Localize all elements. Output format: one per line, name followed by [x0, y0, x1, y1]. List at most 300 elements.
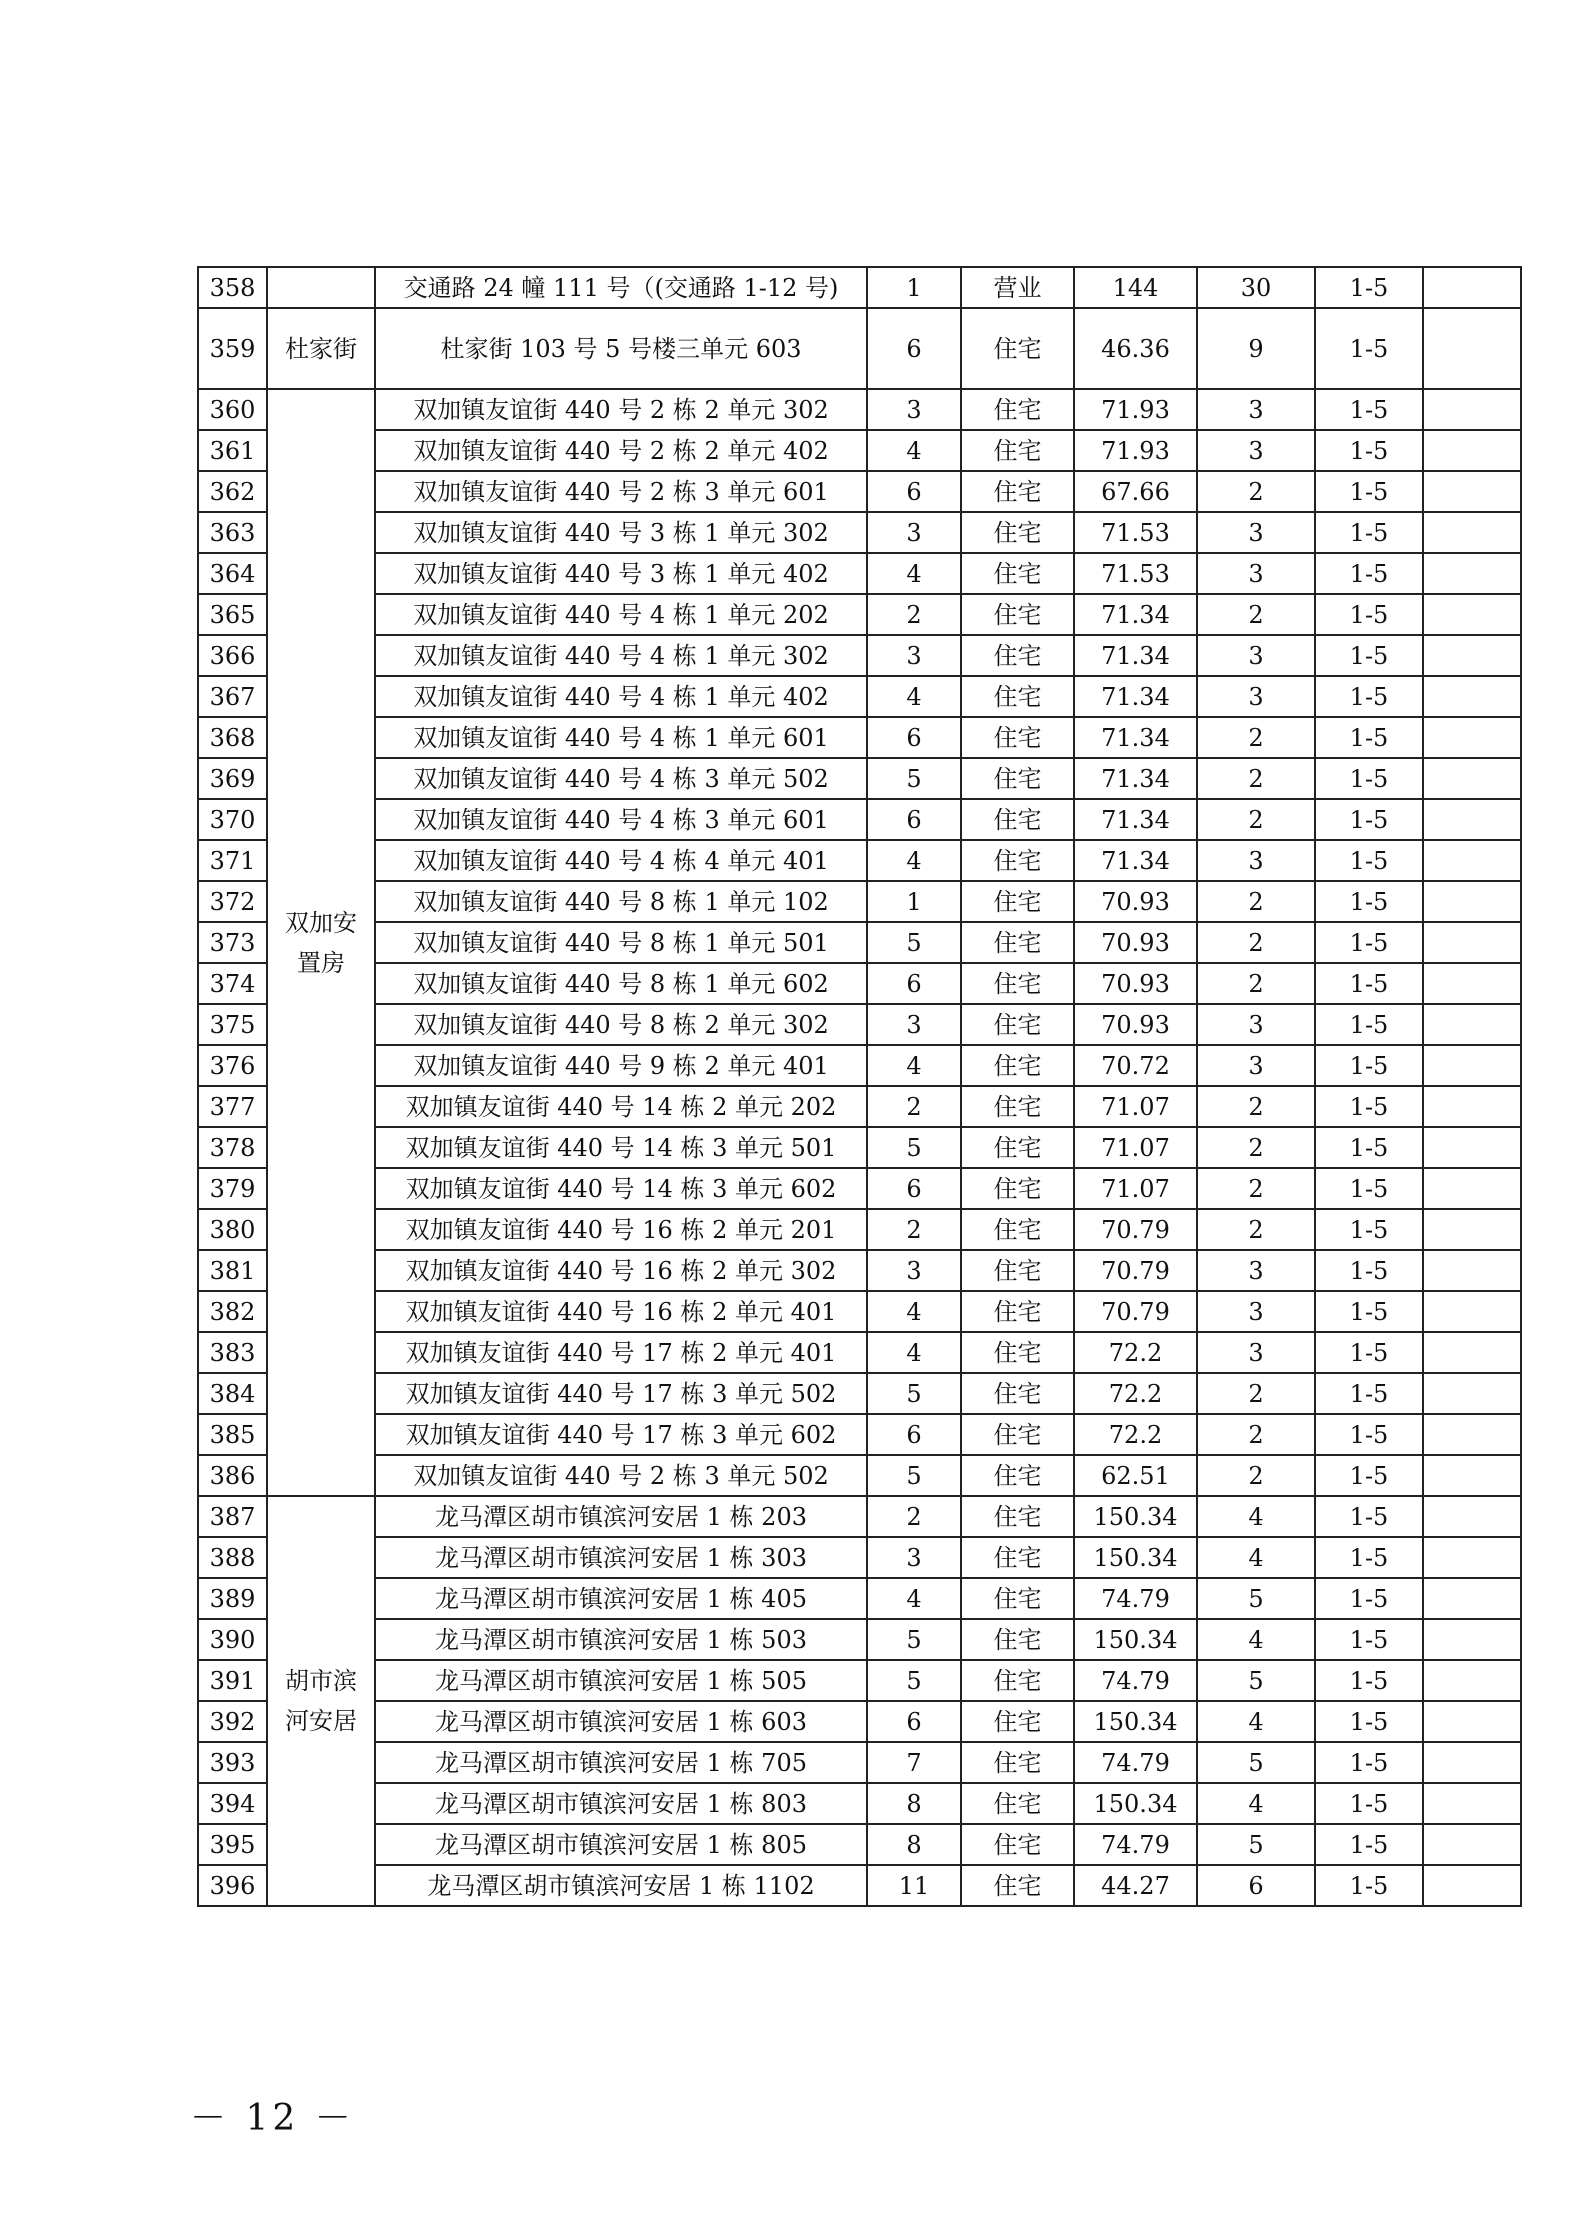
row-number-cell: 358 [198, 267, 267, 308]
table-row [198, 1250, 1521, 1291]
table-row [198, 1004, 1521, 1045]
term-cell: 1-5 [1315, 840, 1423, 881]
address-cell: 双加镇友谊街 440 号 8 栋 2 单元 302 [375, 1004, 867, 1045]
address-cell: 双加镇友谊街 440 号 4 栋 1 单元 402 [375, 676, 867, 717]
usage-cell: 住宅 [961, 553, 1074, 594]
count-cell: 2 [1197, 1414, 1315, 1455]
floor-cell: 5 [867, 1619, 961, 1660]
count-cell: 30 [1197, 267, 1315, 308]
term-cell: 1-5 [1315, 1783, 1423, 1824]
table-row [198, 1578, 1521, 1619]
term-cell: 1-5 [1315, 594, 1423, 635]
count-cell: 2 [1197, 799, 1315, 840]
count-cell: 4 [1197, 1701, 1315, 1742]
term-cell: 1-5 [1315, 1496, 1423, 1537]
note-cell [1423, 1783, 1521, 1824]
note-cell [1423, 267, 1521, 308]
table-row [198, 430, 1521, 471]
area-cell: 71.93 [1074, 389, 1197, 430]
floor-cell: 6 [867, 1414, 961, 1455]
count-cell: 3 [1197, 430, 1315, 471]
area-cell: 71.93 [1074, 430, 1197, 471]
area-cell: 144 [1074, 267, 1197, 308]
area-cell: 71.34 [1074, 635, 1197, 676]
usage-cell: 住宅 [961, 717, 1074, 758]
note-cell [1423, 1660, 1521, 1701]
row-number-cell: 365 [198, 594, 267, 635]
note-cell [1423, 1742, 1521, 1783]
table-row [198, 1045, 1521, 1086]
area-cell: 71.34 [1074, 676, 1197, 717]
row-number-cell: 372 [198, 881, 267, 922]
row-number-cell: 388 [198, 1537, 267, 1578]
table-row [198, 1414, 1521, 1455]
count-cell: 4 [1197, 1783, 1315, 1824]
address-cell: 双加镇友谊街 440 号 16 栋 2 单元 302 [375, 1250, 867, 1291]
term-cell: 1-5 [1315, 1414, 1423, 1455]
usage-cell: 住宅 [961, 1004, 1074, 1045]
floor-cell: 11 [867, 1865, 961, 1906]
term-cell: 1-5 [1315, 1619, 1423, 1660]
area-cell: 70.93 [1074, 881, 1197, 922]
table-row [198, 267, 1521, 308]
table-row [198, 594, 1521, 635]
row-number-cell: 368 [198, 717, 267, 758]
address-cell: 龙马潭区胡市镇滨河安居 1 栋 603 [375, 1701, 867, 1742]
table-row [198, 308, 1521, 389]
group-cell: 杜家街 [267, 308, 375, 389]
table-row [198, 1742, 1521, 1783]
count-cell: 3 [1197, 553, 1315, 594]
count-cell: 2 [1197, 471, 1315, 512]
table-row [198, 1127, 1521, 1168]
usage-cell: 住宅 [961, 1742, 1074, 1783]
note-cell [1423, 308, 1521, 389]
term-cell: 1-5 [1315, 1701, 1423, 1742]
floor-cell: 5 [867, 1373, 961, 1414]
usage-cell: 住宅 [961, 676, 1074, 717]
note-cell [1423, 1496, 1521, 1537]
address-cell: 双加镇友谊街 440 号 2 栋 3 单元 601 [375, 471, 867, 512]
usage-cell: 住宅 [961, 1373, 1074, 1414]
count-cell: 2 [1197, 963, 1315, 1004]
address-cell: 双加镇友谊街 440 号 4 栋 4 单元 401 [375, 840, 867, 881]
area-cell: 74.79 [1074, 1824, 1197, 1865]
row-number-cell: 389 [198, 1578, 267, 1619]
address-cell: 双加镇友谊街 440 号 16 栋 2 单元 201 [375, 1209, 867, 1250]
note-cell [1423, 1004, 1521, 1045]
count-cell: 5 [1197, 1824, 1315, 1865]
term-cell: 1-5 [1315, 430, 1423, 471]
table-row [198, 1865, 1521, 1906]
note-cell [1423, 430, 1521, 471]
address-cell: 双加镇友谊街 440 号 4 栋 3 单元 601 [375, 799, 867, 840]
table-row [198, 1660, 1521, 1701]
area-cell: 74.79 [1074, 1742, 1197, 1783]
term-cell: 1-5 [1315, 1824, 1423, 1865]
count-cell: 3 [1197, 1250, 1315, 1291]
row-number-cell: 390 [198, 1619, 267, 1660]
note-cell [1423, 799, 1521, 840]
usage-cell: 住宅 [961, 840, 1074, 881]
usage-cell: 住宅 [961, 308, 1074, 389]
row-number-cell: 383 [198, 1332, 267, 1373]
area-cell: 62.51 [1074, 1455, 1197, 1496]
floor-cell: 5 [867, 1455, 961, 1496]
address-cell: 双加镇友谊街 440 号 14 栋 3 单元 602 [375, 1168, 867, 1209]
note-cell [1423, 1824, 1521, 1865]
note-cell [1423, 1127, 1521, 1168]
count-cell: 2 [1197, 758, 1315, 799]
note-cell [1423, 635, 1521, 676]
note-cell [1423, 1250, 1521, 1291]
address-cell: 双加镇友谊街 440 号 4 栋 1 单元 601 [375, 717, 867, 758]
row-number-cell: 366 [198, 635, 267, 676]
term-cell: 1-5 [1315, 635, 1423, 676]
term-cell: 1-5 [1315, 1332, 1423, 1373]
note-cell [1423, 1578, 1521, 1619]
count-cell: 2 [1197, 1455, 1315, 1496]
area-cell: 71.07 [1074, 1168, 1197, 1209]
count-cell: 2 [1197, 717, 1315, 758]
row-number-cell: 364 [198, 553, 267, 594]
count-cell: 3 [1197, 512, 1315, 553]
address-cell: 龙马潭区胡市镇滨河安居 1 栋 303 [375, 1537, 867, 1578]
term-cell: 1-5 [1315, 1045, 1423, 1086]
row-number-cell: 375 [198, 1004, 267, 1045]
floor-cell: 4 [867, 553, 961, 594]
term-cell: 1-5 [1315, 471, 1423, 512]
usage-cell: 住宅 [961, 881, 1074, 922]
area-cell: 71.34 [1074, 717, 1197, 758]
count-cell: 2 [1197, 881, 1315, 922]
term-cell: 1-5 [1315, 758, 1423, 799]
table-row [198, 1701, 1521, 1742]
table-row [198, 676, 1521, 717]
area-cell: 70.79 [1074, 1209, 1197, 1250]
address-cell: 双加镇友谊街 440 号 4 栋 1 单元 202 [375, 594, 867, 635]
floor-cell: 4 [867, 1291, 961, 1332]
table-row [198, 717, 1521, 758]
usage-cell: 住宅 [961, 1537, 1074, 1578]
count-cell: 3 [1197, 1291, 1315, 1332]
usage-cell: 住宅 [961, 922, 1074, 963]
usage-cell: 住宅 [961, 1701, 1074, 1742]
area-cell: 70.72 [1074, 1045, 1197, 1086]
term-cell: 1-5 [1315, 1168, 1423, 1209]
address-cell: 双加镇友谊街 440 号 14 栋 3 单元 501 [375, 1127, 867, 1168]
area-cell: 72.2 [1074, 1414, 1197, 1455]
area-cell: 70.79 [1074, 1250, 1197, 1291]
floor-cell: 4 [867, 1045, 961, 1086]
count-cell: 3 [1197, 1332, 1315, 1373]
address-cell: 杜家街 103 号 5 号楼三单元 603 [375, 308, 867, 389]
row-number-cell: 378 [198, 1127, 267, 1168]
term-cell: 1-5 [1315, 922, 1423, 963]
row-number-cell: 380 [198, 1209, 267, 1250]
note-cell [1423, 1373, 1521, 1414]
table-row [198, 1209, 1521, 1250]
count-cell: 2 [1197, 594, 1315, 635]
area-cell: 71.34 [1074, 758, 1197, 799]
table-row [198, 471, 1521, 512]
area-cell: 71.34 [1074, 594, 1197, 635]
floor-cell: 3 [867, 1537, 961, 1578]
table-row [198, 1824, 1521, 1865]
row-number-cell: 367 [198, 676, 267, 717]
usage-cell: 住宅 [961, 758, 1074, 799]
note-cell [1423, 1701, 1521, 1742]
usage-cell: 住宅 [961, 1824, 1074, 1865]
floor-cell: 2 [867, 1496, 961, 1537]
row-number-cell: 393 [198, 1742, 267, 1783]
note-cell [1423, 389, 1521, 430]
count-cell: 3 [1197, 676, 1315, 717]
address-cell: 双加镇友谊街 440 号 3 栋 1 单元 402 [375, 553, 867, 594]
area-cell: 70.79 [1074, 1291, 1197, 1332]
note-cell [1423, 1455, 1521, 1496]
address-cell: 龙马潭区胡市镇滨河安居 1 栋 705 [375, 1742, 867, 1783]
term-cell: 1-5 [1315, 1742, 1423, 1783]
floor-cell: 6 [867, 717, 961, 758]
term-cell: 1-5 [1315, 512, 1423, 553]
table-row [198, 389, 1521, 430]
area-cell: 70.93 [1074, 922, 1197, 963]
row-number-cell: 396 [198, 1865, 267, 1906]
table-row [198, 1332, 1521, 1373]
area-cell: 72.2 [1074, 1332, 1197, 1373]
floor-cell: 5 [867, 1660, 961, 1701]
floor-cell: 7 [867, 1742, 961, 1783]
group-cell: 双加安置房 [267, 389, 375, 1496]
address-cell: 双加镇友谊街 440 号 17 栋 3 单元 502 [375, 1373, 867, 1414]
area-cell: 71.53 [1074, 553, 1197, 594]
address-cell: 双加镇友谊街 440 号 8 栋 1 单元 602 [375, 963, 867, 1004]
usage-cell: 住宅 [961, 389, 1074, 430]
count-cell: 2 [1197, 1209, 1315, 1250]
term-cell: 1-5 [1315, 1455, 1423, 1496]
count-cell: 3 [1197, 840, 1315, 881]
term-cell: 1-5 [1315, 1291, 1423, 1332]
floor-cell: 6 [867, 1701, 961, 1742]
usage-cell: 住宅 [961, 430, 1074, 471]
area-cell: 74.79 [1074, 1660, 1197, 1701]
usage-cell: 住宅 [961, 1209, 1074, 1250]
floor-cell: 2 [867, 594, 961, 635]
floor-cell: 4 [867, 430, 961, 471]
table-row [198, 840, 1521, 881]
table-row [198, 922, 1521, 963]
term-cell: 1-5 [1315, 881, 1423, 922]
property-table [197, 266, 1522, 1907]
usage-cell: 住宅 [961, 1291, 1074, 1332]
table-row [198, 1496, 1521, 1537]
address-cell: 双加镇友谊街 440 号 16 栋 2 单元 401 [375, 1291, 867, 1332]
count-cell: 2 [1197, 1373, 1315, 1414]
address-cell: 双加镇友谊街 440 号 9 栋 2 单元 401 [375, 1045, 867, 1086]
address-cell: 龙马潭区胡市镇滨河安居 1 栋 405 [375, 1578, 867, 1619]
area-cell: 150.34 [1074, 1783, 1197, 1824]
usage-cell: 住宅 [961, 1127, 1074, 1168]
note-cell [1423, 676, 1521, 717]
table-row [198, 1291, 1521, 1332]
row-number-cell: 369 [198, 758, 267, 799]
row-number-cell: 381 [198, 1250, 267, 1291]
area-cell: 44.27 [1074, 1865, 1197, 1906]
table-row [198, 635, 1521, 676]
address-cell: 龙马潭区胡市镇滨河安居 1 栋 203 [375, 1496, 867, 1537]
floor-cell: 4 [867, 676, 961, 717]
usage-cell: 住宅 [961, 1168, 1074, 1209]
address-cell: 双加镇友谊街 440 号 2 栋 2 单元 302 [375, 389, 867, 430]
row-number-cell: 385 [198, 1414, 267, 1455]
row-number-cell: 359 [198, 308, 267, 389]
table-row [198, 1086, 1521, 1127]
floor-cell: 6 [867, 308, 961, 389]
table-row [198, 1168, 1521, 1209]
area-cell: 150.34 [1074, 1496, 1197, 1537]
usage-cell: 住宅 [961, 1783, 1074, 1824]
usage-cell: 营业 [961, 267, 1074, 308]
area-cell: 150.34 [1074, 1537, 1197, 1578]
address-cell: 交通路 24 幢 111 号（(交通路 1-12 号) [375, 267, 867, 308]
area-cell: 71.07 [1074, 1127, 1197, 1168]
table-row [198, 1537, 1521, 1578]
floor-cell: 4 [867, 840, 961, 881]
usage-cell: 住宅 [961, 1414, 1074, 1455]
row-number-cell: 370 [198, 799, 267, 840]
term-cell: 1-5 [1315, 389, 1423, 430]
count-cell: 5 [1197, 1578, 1315, 1619]
row-number-cell: 387 [198, 1496, 267, 1537]
area-cell: 71.53 [1074, 512, 1197, 553]
floor-cell: 6 [867, 1168, 961, 1209]
row-number-cell: 362 [198, 471, 267, 512]
table-row [198, 553, 1521, 594]
term-cell: 1-5 [1315, 1578, 1423, 1619]
note-cell [1423, 717, 1521, 758]
address-cell: 双加镇友谊街 440 号 17 栋 2 单元 401 [375, 1332, 867, 1373]
note-cell [1423, 553, 1521, 594]
floor-cell: 3 [867, 512, 961, 553]
term-cell: 1-5 [1315, 267, 1423, 308]
note-cell [1423, 471, 1521, 512]
term-cell: 1-5 [1315, 1127, 1423, 1168]
count-cell: 3 [1197, 389, 1315, 430]
table-row [198, 1619, 1521, 1660]
floor-cell: 6 [867, 471, 961, 512]
term-cell: 1-5 [1315, 717, 1423, 758]
row-number-cell: 373 [198, 922, 267, 963]
row-number-cell: 363 [198, 512, 267, 553]
floor-cell: 3 [867, 1250, 961, 1291]
row-number-cell: 394 [198, 1783, 267, 1824]
address-cell: 双加镇友谊街 440 号 2 栋 3 单元 502 [375, 1455, 867, 1496]
floor-cell: 8 [867, 1783, 961, 1824]
floor-cell: 1 [867, 267, 961, 308]
area-cell: 71.07 [1074, 1086, 1197, 1127]
row-number-cell: 392 [198, 1701, 267, 1742]
count-cell: 9 [1197, 308, 1315, 389]
row-number-cell: 377 [198, 1086, 267, 1127]
row-number-cell: 360 [198, 389, 267, 430]
row-number-cell: 382 [198, 1291, 267, 1332]
row-number-cell: 391 [198, 1660, 267, 1701]
address-cell: 龙马潭区胡市镇滨河安居 1 栋 505 [375, 1660, 867, 1701]
usage-cell: 住宅 [961, 1619, 1074, 1660]
floor-cell: 3 [867, 1004, 961, 1045]
term-cell: 1-5 [1315, 1004, 1423, 1045]
usage-cell: 住宅 [961, 1086, 1074, 1127]
count-cell: 2 [1197, 1168, 1315, 1209]
area-cell: 71.34 [1074, 799, 1197, 840]
area-cell: 70.93 [1074, 963, 1197, 1004]
area-cell: 74.79 [1074, 1578, 1197, 1619]
usage-cell: 住宅 [961, 1332, 1074, 1373]
term-cell: 1-5 [1315, 1865, 1423, 1906]
floor-cell: 5 [867, 922, 961, 963]
count-cell: 5 [1197, 1742, 1315, 1783]
address-cell: 双加镇友谊街 440 号 2 栋 2 单元 402 [375, 430, 867, 471]
count-cell: 4 [1197, 1619, 1315, 1660]
count-cell: 2 [1197, 1127, 1315, 1168]
address-cell: 龙马潭区胡市镇滨河安居 1 栋 1102 [375, 1865, 867, 1906]
group-cell: 胡市滨河安居 [267, 1496, 375, 1906]
term-cell: 1-5 [1315, 1373, 1423, 1414]
table-row [198, 1373, 1521, 1414]
table-row [198, 963, 1521, 1004]
area-cell: 67.66 [1074, 471, 1197, 512]
note-cell [1423, 1332, 1521, 1373]
note-cell [1423, 1168, 1521, 1209]
note-cell [1423, 512, 1521, 553]
note-cell [1423, 1291, 1521, 1332]
usage-cell: 住宅 [961, 512, 1074, 553]
page-number: － 12 － [190, 2098, 355, 2139]
count-cell: 4 [1197, 1496, 1315, 1537]
table-row [198, 758, 1521, 799]
note-cell [1423, 1619, 1521, 1660]
row-number-cell: 371 [198, 840, 267, 881]
usage-cell: 住宅 [961, 1250, 1074, 1291]
address-cell: 双加镇友谊街 440 号 8 栋 1 单元 501 [375, 922, 867, 963]
floor-cell: 8 [867, 1824, 961, 1865]
address-cell: 龙马潭区胡市镇滨河安居 1 栋 803 [375, 1783, 867, 1824]
area-cell: 71.34 [1074, 840, 1197, 881]
term-cell: 1-5 [1315, 1250, 1423, 1291]
table-row [198, 512, 1521, 553]
area-cell: 72.2 [1074, 1373, 1197, 1414]
group-cell [267, 267, 375, 308]
count-cell: 5 [1197, 1660, 1315, 1701]
row-number-cell: 374 [198, 963, 267, 1004]
term-cell: 1-5 [1315, 1209, 1423, 1250]
term-cell: 1-5 [1315, 1086, 1423, 1127]
floor-cell: 1 [867, 881, 961, 922]
term-cell: 1-5 [1315, 676, 1423, 717]
note-cell [1423, 1045, 1521, 1086]
area-cell: 70.93 [1074, 1004, 1197, 1045]
count-cell: 6 [1197, 1865, 1315, 1906]
table-row [198, 1455, 1521, 1496]
usage-cell: 住宅 [961, 594, 1074, 635]
floor-cell: 2 [867, 1086, 961, 1127]
address-cell: 双加镇友谊街 440 号 4 栋 3 单元 502 [375, 758, 867, 799]
note-cell [1423, 922, 1521, 963]
note-cell [1423, 881, 1521, 922]
floor-cell: 6 [867, 963, 961, 1004]
term-cell: 1-5 [1315, 1660, 1423, 1701]
